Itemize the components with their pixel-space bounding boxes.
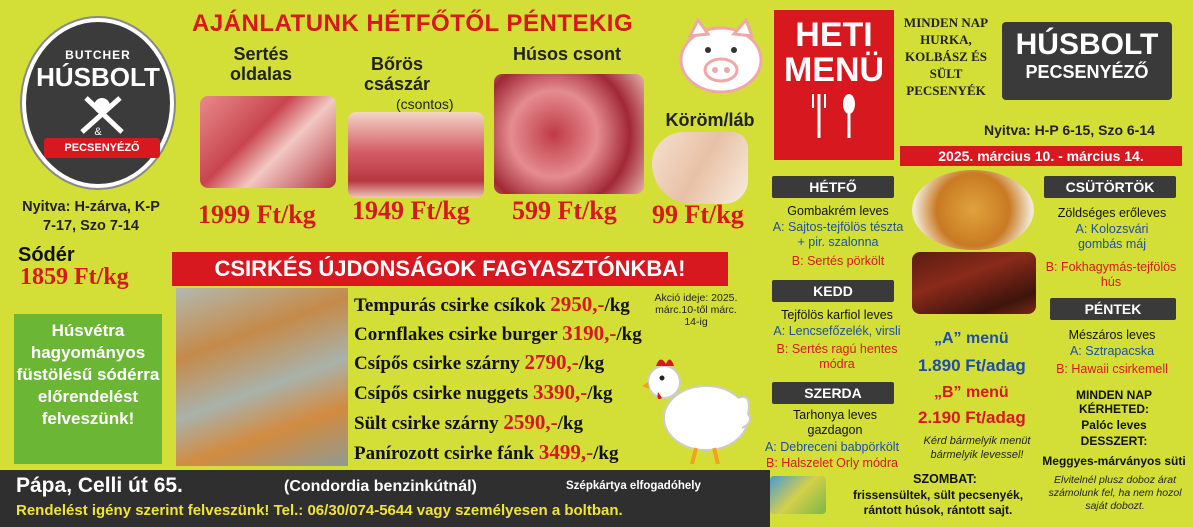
cutlery-icon [799,90,869,140]
a-menu-label: „A” menü [934,330,1009,347]
promo-period-note: Akció ideje: 2025. márc.10-től márc. 14-ig [654,292,738,328]
hetfo-soup: Gombakrém leves [787,204,889,218]
brand-top: HÚSBOLT [1015,28,1159,61]
husbolt-brand [1002,22,1172,100]
price-korom: 99 Ft/kg [652,200,744,229]
heti-menu-badge [774,10,894,160]
price-csaszar: 1949 Ft/kg [352,196,470,225]
chicken-item-1: Tempurás csirke csíkok 2950,-/kg [354,292,630,316]
csutortok-b: B: Fokhagymás-tejfölös hús [1045,260,1177,289]
product-name-korom: Köröm/láb [665,110,755,130]
day-kedd: KEDD [772,280,894,302]
pork-ribs-image [200,96,336,188]
bottom-bar [0,470,770,527]
every-day-header: MINDEN NAP KÉRHETED: [1075,388,1152,416]
product-name-csaszar: Bőrös császár [363,54,431,94]
dessert-header: DESSZERT: [1080,434,1148,448]
price-oldalas: 1999 Ft/kg [198,200,316,229]
hours-left: Nyitva: H-zárva, K-P 7-17, Szo 7-14 [22,199,160,234]
logo-ribbon: PECSENYÉZŐ [44,138,160,158]
day-pentek: PÉNTEK [1050,298,1176,320]
frozen-chicken-image [176,288,348,466]
product-name-oldalas: Sertés oldalas [229,44,293,84]
logo-amp: & [94,126,102,138]
easter-preorder-box: Húsvétra hagyományos füstölésű sódérra előrendelést felveszünk! [14,314,162,464]
product-name-csont: Húsos csont [512,44,622,64]
address-place: (Condordia benzinkútnál) [284,478,477,495]
meat-dish-image [912,252,1036,314]
hetfo-b: B: Sertés pörkölt [791,254,885,268]
szepkartya-note: Szépkártya elfogadóhely [566,480,701,492]
soup-image [912,170,1034,250]
pentek-a: A: Sztrapacska [1069,344,1155,358]
kedd-b: B: Sertés ragú hentes módra [776,342,898,371]
every-day-offer: MINDEN NAP HURKA, KOLBÁSZ ÉS SÜLT PECSENYÉK [903,15,989,98]
brand-bottom: PECSENYÉZŐ [1025,62,1149,82]
meaty-bones-image [494,74,644,194]
order-line: Rendelést igény szerint felveszünk! Tel.: 06/30/074-5644 vagy személyesen a boltban. [16,502,623,519]
chicken-icon [642,352,754,468]
saturday-header: SZOMBAT: [913,472,977,486]
chicken-item-2: Cornflakes csirke burger 3190,-/kg [354,321,642,345]
dessert-cake: Meggyes-márványos süti [1042,454,1186,468]
logo-butcher: BUTCHER [65,48,131,62]
csutortok-soup: Zöldséges erőleves [1057,206,1167,220]
product-note-csaszar: (csontos) [396,96,454,112]
a-menu-price: 1.890 Ft/adag [918,356,1026,375]
husbolt-logo [22,18,174,188]
address: Pápa, Celli út 65. [16,474,183,497]
szerda-a: A: Debreceni babpörkölt [764,440,900,454]
price-csont: 599 Ft/kg [512,196,617,225]
szerda-b: B: Halszelet Orly módra [766,456,898,470]
menu-dates: 2025. március 10. - március 14. [900,146,1182,166]
pentek-soup: Mészáros leves [1068,328,1156,342]
b-menu-label: „B” menü [934,384,1009,401]
pig-trotter-image [652,132,748,204]
takeaway-note: Elvitelnél plusz doboz árat számolunk fel, ha nem hozol saját dobozt. [1048,474,1182,512]
chicken-item-6: Panírozott csirke fánk 3499,-/kg [354,440,619,464]
saturday-items: frissensültek, sült pecsenyék, rántott húsok, rántott sajt. [852,488,1024,517]
chicken-item-5: Sült csirke szárny 2590,-/kg [354,410,583,434]
hetfo-a: A: Sajtos-tejfölös tészta + pir. szalonna [772,220,904,249]
payment-cards-icon [770,476,826,514]
soder-label: Sódér [18,244,75,266]
soder-price: 1859 Ft/kg [20,264,129,290]
offer-headline: AJÁNLATUNK HÉTFŐTŐL PÉNTEKIG [192,10,634,37]
pig-icon [676,18,766,96]
day-hetfo: HÉTFŐ [772,176,894,198]
szerda-soup: Tarhonya leves gazdagon [792,408,878,437]
pork-belly-image [348,112,484,198]
day-szerda: SZERDA [772,382,894,404]
chicken-banner: CSIRKÉS ÚJDONSÁGOK FAGYASZTÓNKBA! [172,252,728,286]
paloc-soup: Palóc leves [1081,418,1147,432]
chicken-item-3: Csípős csirke szárny 2790,-/kg [354,350,605,374]
kedd-soup: Tejfölös karfiol leves [781,308,893,322]
logo-name: HÚSBOLT [36,62,160,92]
kedd-a: A: Lencsefőzelék, virsli [773,324,901,338]
chicken-item-4: Csípős csirke nuggets 3390,-/kg [354,380,613,404]
day-csutortok: CSÜTÖRTÖK [1044,176,1176,198]
csutortok-a: A: Kolozsvári gombás máj [1075,222,1149,251]
hours-right: Nyitva: H-P 6-15, Szo 6-14 [984,122,1155,138]
pentek-b: B: Hawaii csirkemell [1056,362,1168,376]
heti-label: HETI [795,16,873,54]
b-menu-price: 2.190 Ft/adag [918,408,1026,427]
menu-label: MENÜ [783,51,885,89]
ask-soup-note: Kérd bármelyik menüt bármelyik levessel! [923,435,1031,461]
